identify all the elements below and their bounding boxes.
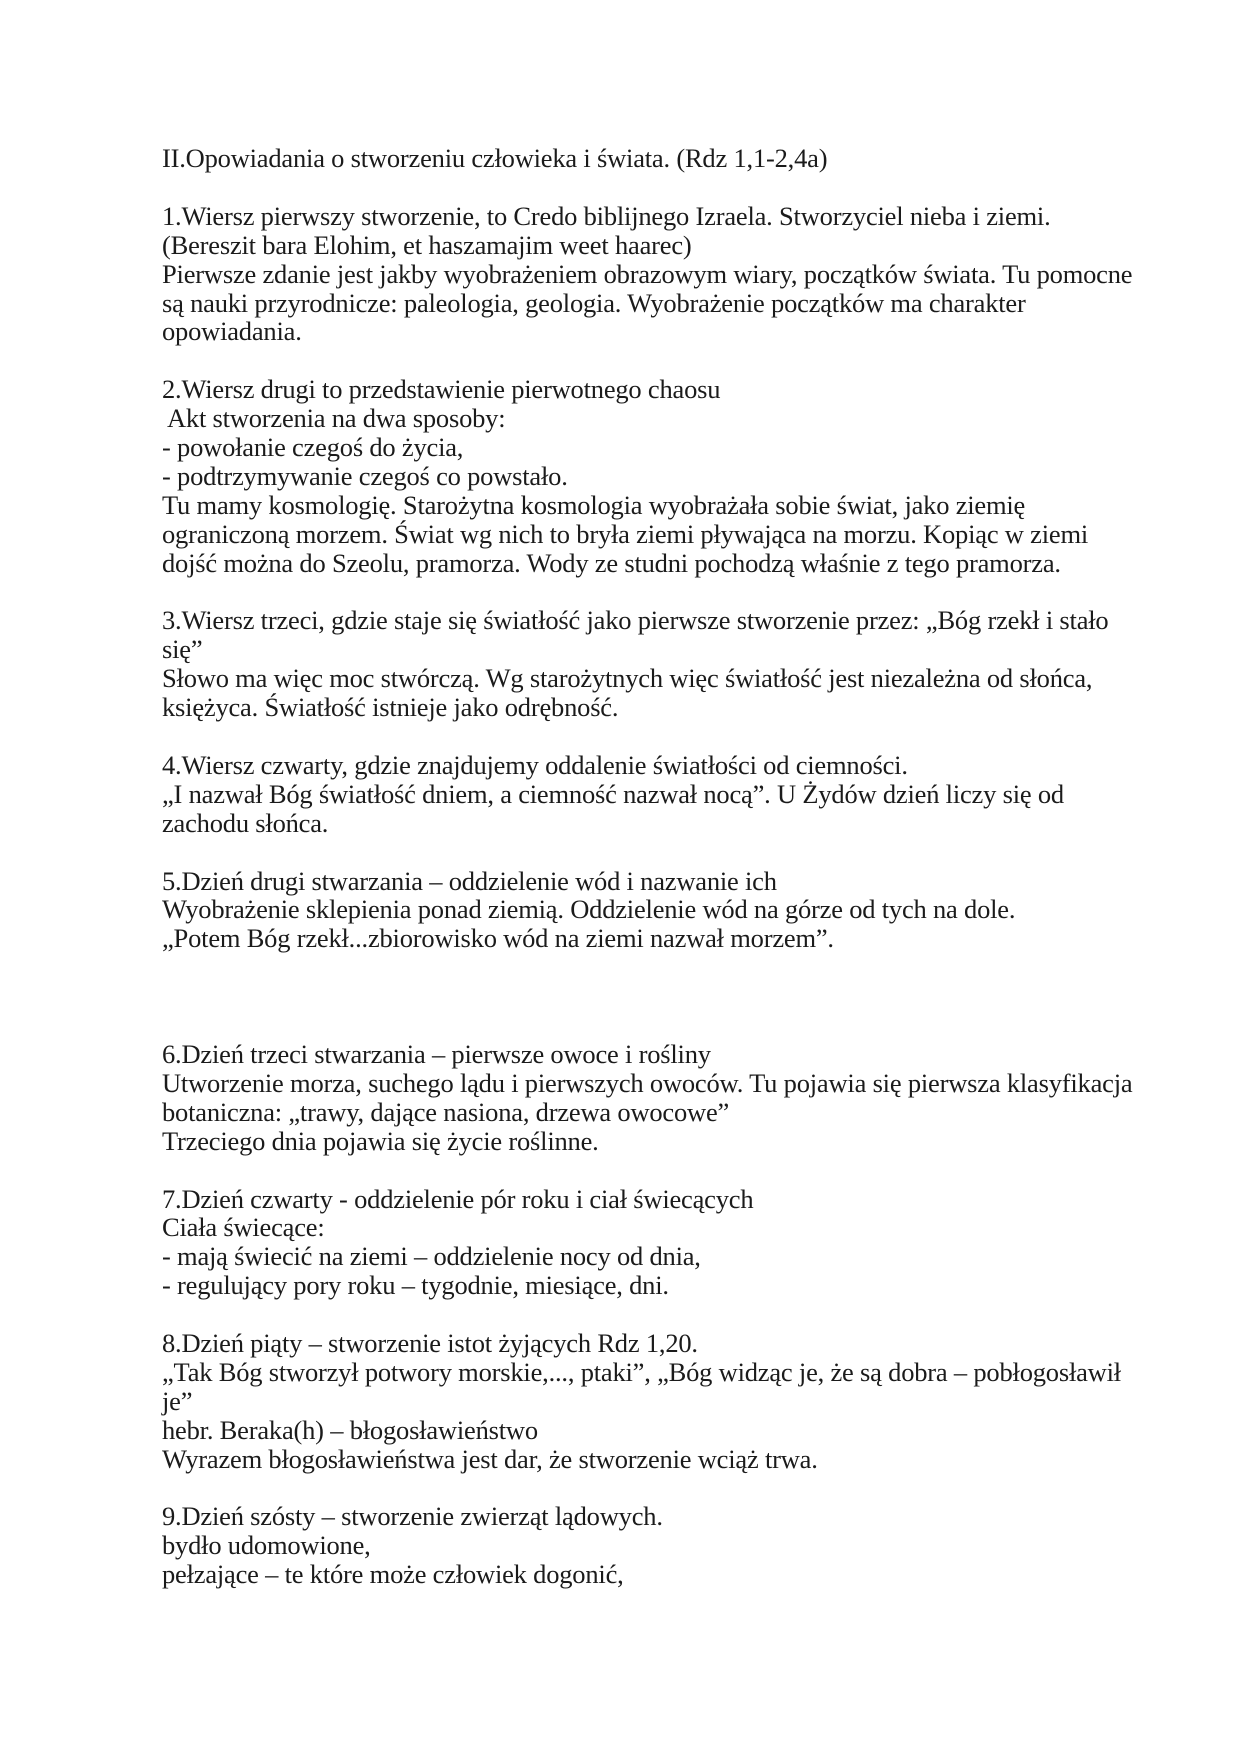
paragraph-9 [162,1502,1132,1589]
text-line: Akt stworzenia na dwa sposoby: [162,403,506,434]
text-line: 7.Dzień czwarty - oddzielenie pór roku i ciał świecących [162,1183,754,1214]
document-content [162,144,1132,1618]
text-line: Tu mamy kosmologię. Starożytna kosmologia wyobrażała sobie świat, jako ziemię [162,489,1026,520]
text-line: 6.Dzień trzeci stwarzania – pierwsze owoce i rośliny [162,1038,711,1069]
text-line: Pierwsze zdanie jest jakby wyobrażeniem obrazowym wiary, początków świata. Tu pomocne [162,258,1133,289]
text-line: 9.Dzień szósty – stworzenie zwierząt lądowych. [162,1501,663,1532]
text-line: 5.Dzień drugi stwarzania – oddzielenie wód i nazwanie ich [162,865,777,896]
text-line: - mają świecić na ziemi – oddzielenie nocy od dnia, [162,1241,701,1272]
text-line: „I nazwał Bóg światłość dniem, a ciemność nazwał nocą”. U Żydów dzień liczy się od [162,778,1064,809]
paragraph-2 [162,375,1132,577]
text-line: botaniczna: „trawy, dające nasiona, drzewa owocowe” [162,1096,730,1127]
paragraph-1 [162,202,1132,347]
text-line: Wyobrażenie sklepienia ponad ziemią. Oddzielenie wód na górze od tych na dole. [162,894,1016,925]
text-line: - powołanie czegoś do życia, [162,432,464,463]
text-line: Wyrazem błogosławieństwa jest dar, że stworzenie wciąż trwa. [162,1443,818,1474]
paragraph-7 [162,1185,1132,1301]
text-line: „Tak Bóg stworzył potwory morskie,..., ptaki”, „Bóg widząc je, że są dobra – pobłogosławił [162,1356,1121,1387]
text-line: 8.Dzień piąty – stworzenie istot żyjących Rdz 1,20. [162,1328,698,1359]
text-line: pełzające – te które może człowiek dogonić, [162,1559,624,1590]
text-line: 4.Wiersz czwarty, gdzie znajdujemy oddalenie światłości od ciemności. [162,749,908,780]
paragraph-6 [162,982,1132,1155]
text-line: ograniczoną morzem. Świat wg nich to bryła ziemi pływająca na morzu. Kopiąc w ziemi [162,518,1089,549]
paragraph-3 [162,606,1132,722]
text-line: Słowo ma więc moc stwórczą. Wg starożytnych więc światłość jest niezależna od słońca, [162,663,1093,694]
text-line: bydło udomowione, [162,1530,371,1561]
title-line: II.Opowiadania o stworzeniu człowieka i świata. (Rdz 1,1-2,4a) [162,143,828,173]
text-line: się” [162,634,203,665]
document-title [162,144,1132,173]
text-line: „Potem Bóg rzekł...zbiorowisko wód na ziemi nazwał morzem”. [162,923,834,954]
text-line: zachodu słońca. [162,807,329,838]
text-line: 3.Wiersz trzeci, gdzie staje się światłość jako pierwsze stworzenie przez: „Bóg rzekł i stało [162,605,1109,636]
text-line: dojść można do Szeolu, pramorza. Wody ze studni pochodzą właśnie z tego pramorza. [162,547,1061,578]
paragraph-8 [162,1329,1132,1474]
text-line: - podtrzymywanie czegoś co powstało. [162,460,568,491]
text-line: są nauki przyrodnicze: paleologia, geologia. Wyobrażenie początków ma charakter [162,287,1026,318]
text-line: hebr. Beraka(h) – błogosławieństwo [162,1414,538,1445]
paragraph-5 [162,867,1132,954]
text-line: Ciała świecące: [162,1212,325,1243]
text-line: (Bereszit bara Elohim, et haszamajim weet haarec) [162,229,692,260]
text-line: je” [162,1385,193,1416]
text-line: opowiadania. [162,316,302,347]
text-line: - regulujący pory roku – tygodnie, miesiące, dni. [162,1270,669,1301]
paragraph-4 [162,751,1132,838]
text-line: 1.Wiersz pierwszy stworzenie, to Credo biblijnego Izraela. Stworzyciel nieba i ziemi. [162,200,1051,231]
text-line: Utworzenie morza, suchego lądu i pierwszych owoców. Tu pojawia się pierwsza klasyfikacja [162,1067,1133,1098]
text-line: 2.Wiersz drugi to przedstawienie pierwotnego chaosu [162,374,721,405]
text-line: księżyca. Światłość istnieje jako odrębność. [162,692,619,723]
text-line: Trzeciego dnia pojawia się życie roślinne. [162,1125,599,1156]
